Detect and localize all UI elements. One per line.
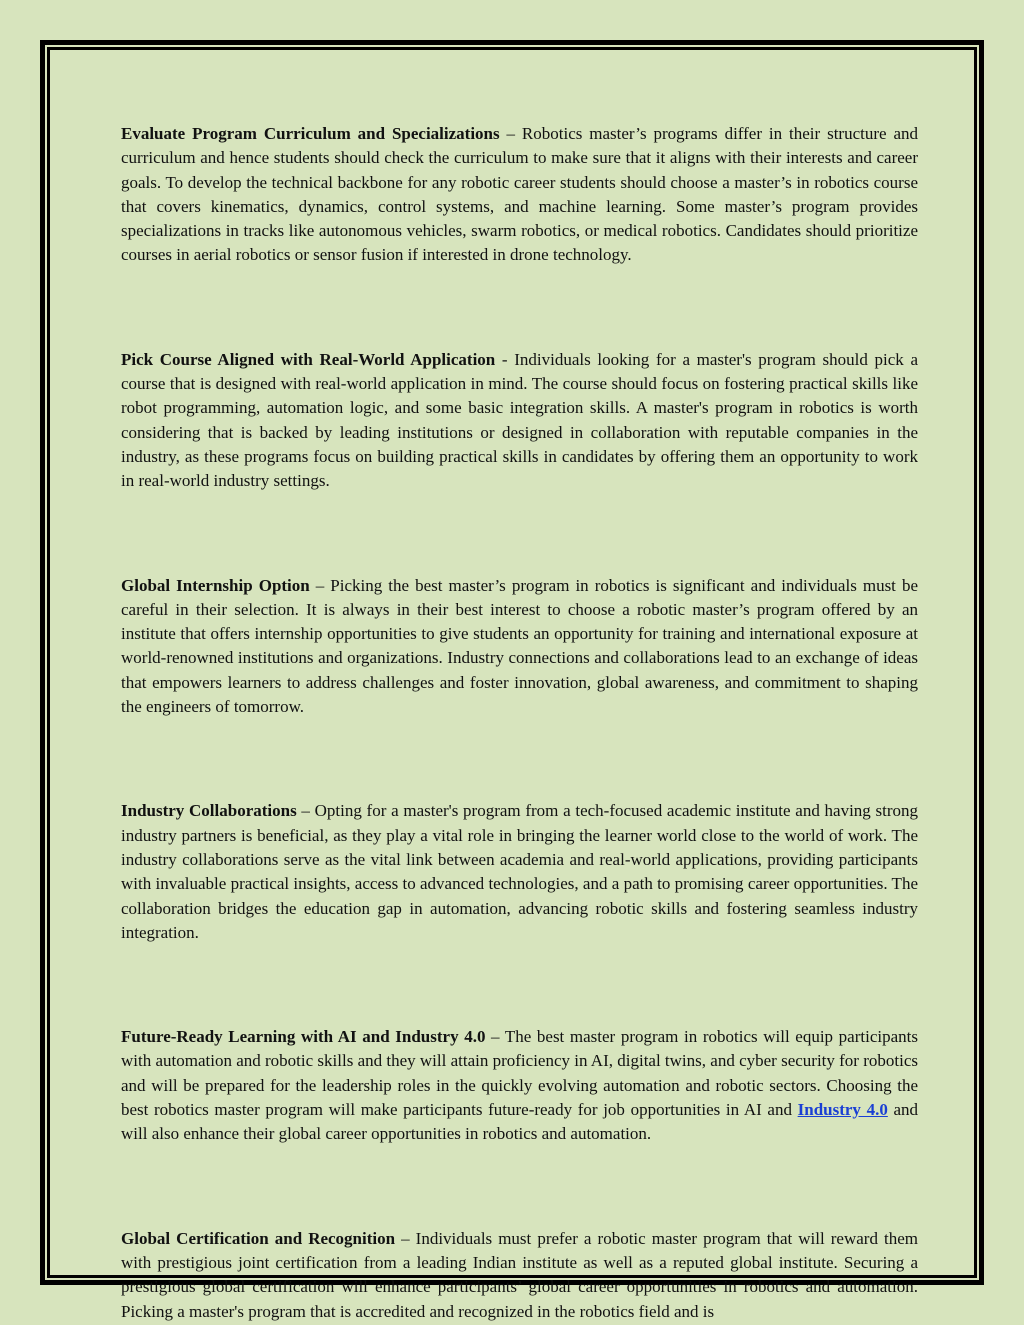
section-text: and will also enhance their global career opportunities in robotics and automation. (121, 1100, 919, 1144)
section-text: - Individuals looking for a master's program should pick a course that is designed with real-world application in mind. The course should focus on fostering practical skills like robot programming, automation logic, and some basic integration skills. A master's program in robotics is worth considering that is backed by leading institutions or designed in collaboration with reputable companies in the industry, as these programs focus on building practical skills in candidates by offering them an opportunity to work in real-world industry settings. (121, 349, 918, 491)
section-text: – Individuals must prefer a robotic master program that will reward them with prestigious joint certification from a leading Indian institute as well as a reputed global institute. Securing a prestigious global certification will enhance participants’ global career opportunities in robotics and automation. Picking a master's program that is accredited and recognized in the robotics field and is (121, 1228, 918, 1321)
section-certification (121, 1227, 918, 1324)
section-text: – Robotics master’s programs differ in their structure and curriculum and hence students should check the curriculum to make sure that it aligns with their interests and career goals. To develop the technical backbone for any robotic career students should choose a master’s in robotics course that covers kinematics, dynamics, control systems, and machine learning. Some master’s program provides specializations in tracks like autonomous vehicles, swarm robotics, or medical robotics. Candidates should prioritize courses in aerial robotics or sensor fusion if interested in drone technology. (121, 124, 919, 265)
section-text: – The best master program in robotics will equip participants with automation and robotic skills and they will attain proficiency in AI, digital twins, and cyber security for robotics and will be prepared for the leadership roles in the quickly evolving automation and robotic sectors. Choosing the best robotics master program will make participants future-ready for job opportunities in AI and (121, 1027, 918, 1120)
section-heading: Global Internship Option (121, 575, 310, 595)
section-heading: Global Certification and Recognition (121, 1228, 396, 1248)
section-industry-collaborations (121, 799, 918, 945)
section-internship (121, 574, 918, 720)
section-heading: Evaluate Program Curriculum and Specializations (121, 124, 500, 143)
section-heading: Industry Collaborations (121, 801, 297, 821)
section-future-ready (121, 1025, 918, 1146)
section-heading: Future-Ready Learning with AI and Industry 4.0 (121, 1027, 486, 1047)
section-curriculum (121, 122, 918, 268)
section-heading: Pick Course Aligned with Real-World Application (121, 349, 496, 369)
section-text: – Opting for a master's program from a tech-focused academic institute and having strong industry partners is beneficial, as they play a vital role in bringing the learner world close to the world of work. The industry collaborations serve as the vital link between academia and real-world applications, providing participants with invaluable practical insights, access to advanced technologies, and a path to promising career opportunities. The collaboration bridges the education gap in automation, advancing robotic skills and fostering seamless industry integration. (121, 801, 919, 942)
industry-4-link[interactable]: Industry 4.0 (797, 1100, 888, 1120)
section-real-world (121, 348, 918, 494)
document-body (121, 122, 919, 1321)
section-text: – Picking the best master’s program in robotics is significant and individuals must be careful in their selection. It is always in their best interest to choose a robotic master’s program offered by an institute that offers internship opportunities to give students an opportunity for training and international exposure at world-renowned institutions and organizations. Industry connections and collaborations lead to an exchange of ideas that empowers learners to address challenges and foster innovation, global awareness, and commitment to shaping the engineers of tomorrow. (121, 575, 918, 717)
